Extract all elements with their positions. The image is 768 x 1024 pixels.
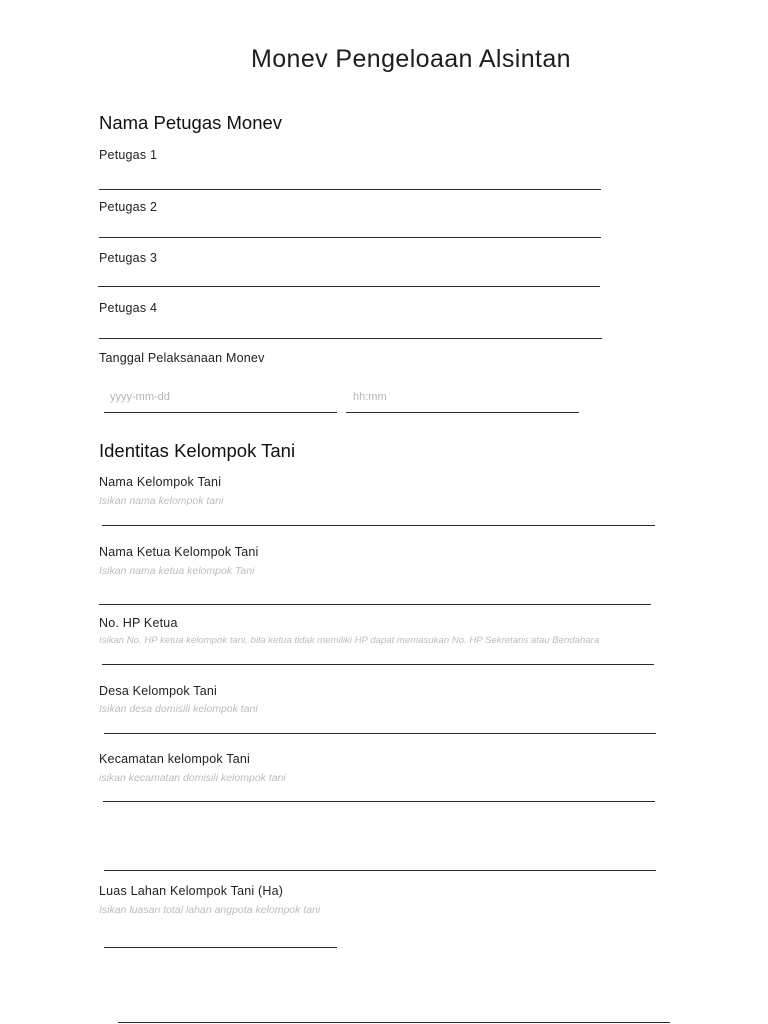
time-placeholder: hh:mm <box>353 391 387 403</box>
date-placeholder: yyyy-mm-dd <box>110 391 170 403</box>
date-input[interactable] <box>104 390 337 413</box>
section-heading-petugas: Nama Petugas Monev <box>99 112 283 133</box>
no-hp-label: No. HP Ketua <box>99 616 178 630</box>
luas-lahan-label: Luas Lahan Kelompok Tani (Ha) <box>99 884 284 898</box>
nama-ketua-input[interactable] <box>99 604 651 605</box>
petugas-1-label: Petugas 1 <box>99 148 158 162</box>
form-title: Monev Pengeloaan Alsintan <box>251 45 571 73</box>
nama-kelompok-input[interactable] <box>102 525 655 526</box>
petugas-4-input[interactable] <box>99 338 602 339</box>
kecamatan-label: Kecamatan kelompok Tani <box>99 752 250 766</box>
petugas-4-label: Petugas 4 <box>99 301 158 315</box>
kecamatan-hint: isikan kecamatan domisili kelompok tani <box>99 772 286 784</box>
desa-label: Desa Kelompok Tani <box>99 684 218 698</box>
petugas-2-label: Petugas 2 <box>99 200 158 214</box>
nama-ketua-hint: Isikan nama ketua kelompok Tani <box>99 565 255 577</box>
desa-input[interactable] <box>104 733 656 734</box>
nama-kelompok-hint: Isikan nama kelompok tani <box>99 495 224 507</box>
luas-lahan-hint: Isikan luasan total lahan angpota kelompok tani <box>99 904 321 916</box>
desa-hint: Isikan desa domisili kelompok tani <box>99 703 258 715</box>
petugas-3-label: Petugas 3 <box>99 251 158 265</box>
tanggal-monev-label: Tanggal Pelaksanaan Monev <box>99 351 265 365</box>
time-input[interactable] <box>346 390 579 413</box>
next-field-input[interactable] <box>118 1022 670 1023</box>
luas-lahan-input[interactable] <box>104 947 337 948</box>
no-hp-hint: Isikan No. HP ketua kelompok tani, bila ketua tidak memiliki HP dapat memasukan No. HP Sekretaris atau Bendahara <box>99 635 600 646</box>
nama-kelompok-label: Nama Kelompok Tani <box>99 475 222 489</box>
no-hp-input[interactable] <box>102 664 654 665</box>
petugas-3-input[interactable] <box>98 286 600 287</box>
nama-ketua-label: Nama Ketua Kelompok Tani <box>99 545 259 559</box>
petugas-2-input[interactable] <box>99 237 601 238</box>
kecamatan-input[interactable] <box>103 801 655 802</box>
extra-input-line[interactable] <box>104 870 656 871</box>
section-heading-kelompok: Identitas Kelompok Tani <box>99 440 296 461</box>
petugas-1-input[interactable] <box>99 189 601 190</box>
